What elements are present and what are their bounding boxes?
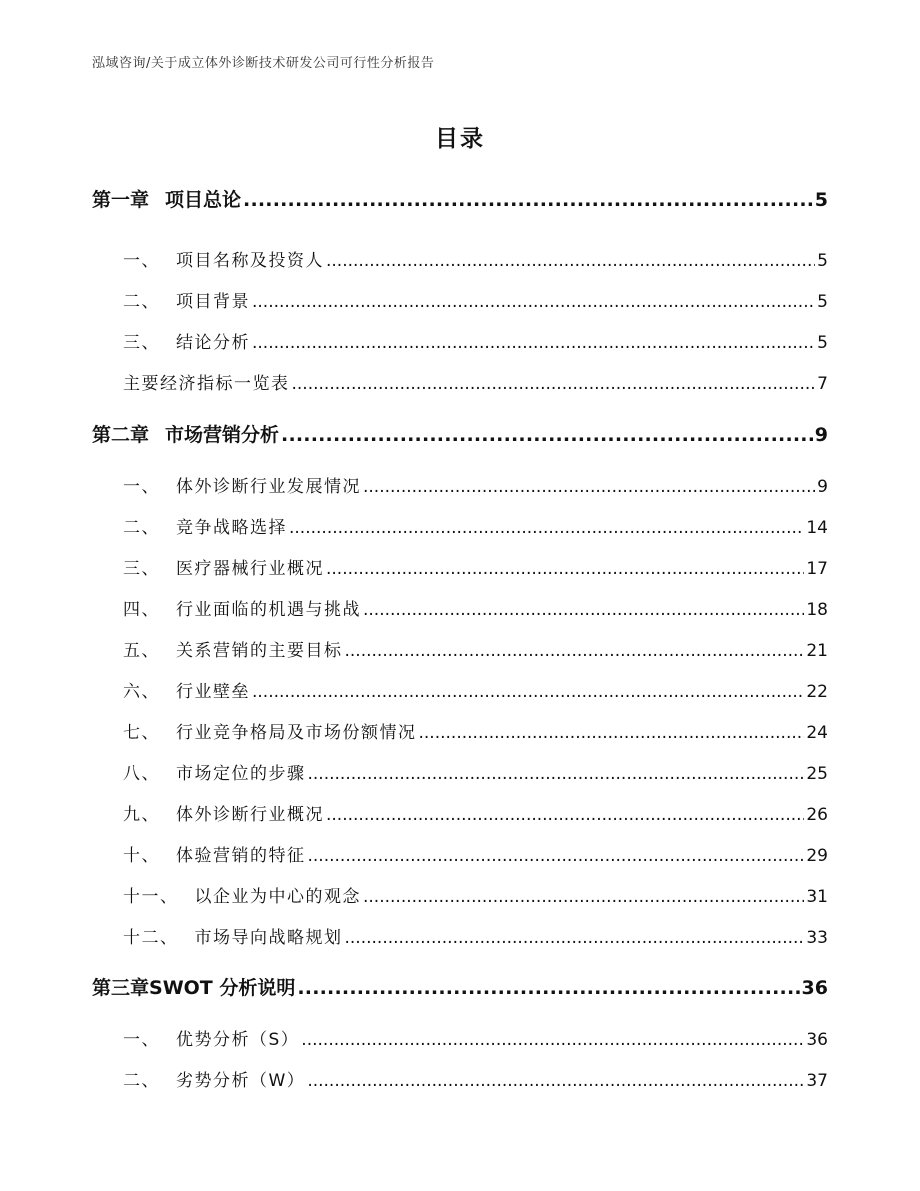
toc-label: 以企业为中心的观念	[194, 887, 361, 907]
toc-label: 市场定位的步骤	[176, 764, 306, 784]
toc-label: 项目总论	[165, 189, 242, 211]
toc-title: 目录	[435, 126, 485, 152]
toc-page: 29	[806, 846, 828, 866]
toc-label: 行业竞争格局及市场份额情况	[176, 723, 417, 743]
toc-page: 36	[806, 1030, 828, 1050]
toc-page: 5	[817, 333, 828, 353]
toc-label: SWOT 分析说明	[149, 977, 296, 999]
toc-number: 一、	[123, 251, 160, 271]
toc-label: 主要经济指标一览表	[123, 374, 290, 394]
toc-label: 项目名称及投资人	[176, 251, 324, 271]
toc-entry-chapter-2[interactable]	[92, 420, 828, 447]
toc-page: 5	[814, 189, 828, 211]
toc-label: 行业面临的机遇与挑战	[176, 600, 361, 620]
toc-number: 四、	[123, 600, 160, 620]
dot-leader	[307, 1071, 804, 1091]
toc-number: 十一、	[123, 887, 179, 907]
toc-number: 三、	[123, 333, 160, 353]
running-header: 泓域咨询/关于成立体外诊断技术研发公司可行性分析报告	[92, 56, 435, 71]
toc-number: 十、	[123, 846, 160, 866]
toc-label: 体验营销的特征	[176, 846, 306, 866]
toc-page: 9	[814, 424, 828, 446]
toc-page: 9	[817, 477, 828, 497]
toc-entry[interactable]	[123, 472, 828, 497]
dot-leader	[252, 682, 804, 702]
toc-label: 市场导向战略规划	[194, 928, 343, 948]
toc-number: 七、	[123, 723, 160, 743]
toc-label: 关系营销的主要目标	[176, 641, 343, 661]
toc-entry[interactable]	[123, 1025, 828, 1050]
toc-entry[interactable]	[123, 636, 828, 661]
toc-number: 一、	[123, 1030, 160, 1050]
toc-number: 第二章	[92, 424, 150, 446]
toc-entry[interactable]	[123, 287, 828, 312]
toc-entry[interactable]	[123, 923, 828, 948]
toc-label: 优势分析（S）	[176, 1030, 300, 1050]
toc-entry-chapter-1[interactable]	[92, 185, 828, 212]
toc-entry[interactable]	[123, 513, 828, 538]
toc-number: 九、	[123, 805, 160, 825]
dot-leader	[297, 977, 799, 999]
toc-entry[interactable]	[123, 882, 828, 907]
toc-entry[interactable]	[123, 595, 828, 620]
toc-page: 14	[806, 518, 828, 538]
toc-entry[interactable]	[123, 718, 828, 743]
dot-leader	[345, 641, 805, 661]
toc-entry-chapter-3[interactable]	[92, 973, 828, 1000]
toc-label: 结论分析	[176, 333, 250, 353]
toc-entry[interactable]	[123, 800, 828, 825]
toc-number: 六、	[123, 682, 160, 702]
toc-page: 21	[806, 641, 828, 661]
toc-number: 二、	[123, 292, 160, 312]
toc-page: 25	[806, 764, 828, 784]
toc-number: 第一章	[92, 189, 150, 211]
dot-leader	[281, 424, 813, 446]
toc-number: 十二、	[123, 928, 179, 948]
dot-leader	[326, 559, 804, 579]
dot-leader	[345, 928, 805, 948]
toc-number: 二、	[123, 518, 160, 538]
toc-entry[interactable]	[123, 759, 828, 784]
dot-leader	[292, 374, 816, 394]
dot-leader	[363, 600, 804, 620]
toc-label: 体外诊断行业发展情况	[176, 477, 361, 497]
dot-leader	[363, 887, 804, 907]
toc-page: 33	[806, 928, 828, 948]
dot-leader	[301, 1030, 804, 1050]
toc-entry[interactable]	[123, 246, 828, 271]
toc-entry[interactable]	[123, 1066, 828, 1091]
toc-page: 5	[817, 292, 828, 312]
dot-leader	[419, 723, 805, 743]
dot-leader	[289, 518, 804, 538]
toc-page: 18	[806, 600, 828, 620]
toc-label: 行业壁垒	[176, 682, 250, 702]
toc-page: 5	[817, 251, 828, 271]
toc-entry[interactable]	[123, 677, 828, 702]
toc-label: 项目背景	[176, 292, 250, 312]
toc-entry[interactable]	[123, 369, 828, 394]
dot-leader	[326, 805, 804, 825]
toc-page: 17	[806, 559, 828, 579]
toc-page: 36	[801, 977, 828, 999]
toc-page: 26	[806, 805, 828, 825]
toc-number: 第三章	[92, 977, 150, 999]
toc-label: 劣势分析（W）	[176, 1071, 306, 1091]
toc-page: 37	[806, 1071, 828, 1091]
dot-leader	[243, 189, 813, 211]
toc-label: 市场营销分析	[165, 424, 280, 446]
dot-leader	[252, 333, 815, 353]
toc-number: 三、	[123, 559, 160, 579]
toc-entry[interactable]	[123, 841, 828, 866]
toc-page: 22	[806, 682, 828, 702]
dot-leader	[363, 477, 815, 497]
toc-page: 31	[806, 887, 828, 907]
toc-page: 24	[806, 723, 828, 743]
toc-label: 医疗器械行业概况	[176, 559, 324, 579]
dot-leader	[326, 251, 815, 271]
dot-leader	[308, 764, 805, 784]
dot-leader	[252, 292, 815, 312]
dot-leader	[308, 846, 805, 866]
toc-entry[interactable]	[123, 554, 828, 579]
toc-label: 竞争战略选择	[176, 518, 287, 538]
toc-entry[interactable]	[123, 328, 828, 353]
toc-page: 7	[817, 374, 828, 394]
toc-number: 二、	[123, 1071, 160, 1091]
toc-number: 一、	[123, 477, 160, 497]
toc-number: 五、	[123, 641, 160, 661]
toc-label: 体外诊断行业概况	[176, 805, 324, 825]
toc-number: 八、	[123, 764, 160, 784]
